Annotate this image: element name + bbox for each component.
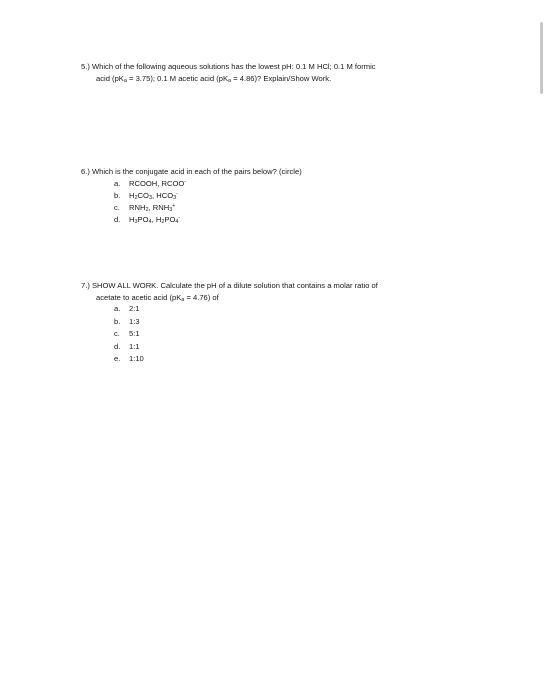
- subscript: 3: [148, 194, 152, 201]
- q5-subscript: a: [123, 77, 127, 84]
- superscript: +: [172, 202, 176, 209]
- option-letter: d.: [114, 215, 121, 225]
- q7-text-segment: = 4.76) of: [184, 292, 219, 302]
- option-letter: c.: [114, 329, 120, 339]
- subscript: 2: [145, 206, 149, 213]
- question-6-options: [81, 178, 481, 227]
- option-text: RNH: [129, 202, 146, 212]
- vertical-scrollbar[interactable]: [538, 0, 546, 700]
- q5-subscript: a: [228, 77, 232, 84]
- superscript: -: [178, 215, 181, 222]
- q5-text-segment: = 4.86)? Explain/Show Work.: [231, 73, 332, 83]
- option-text: CO: [137, 190, 149, 200]
- option-text: 2:1: [129, 304, 140, 313]
- question-6: [81, 166, 481, 226]
- option-7a[interactable]: [81, 303, 481, 316]
- option-6b[interactable]: [81, 190, 481, 202]
- subscript: 3: [173, 194, 177, 201]
- option-7d[interactable]: [81, 341, 481, 354]
- q7-text-segment: acetate to acetic acid (pK: [96, 292, 182, 302]
- option-letter: d.: [114, 341, 121, 351]
- subscript: 2: [161, 219, 165, 226]
- option-letter: b.: [114, 316, 121, 326]
- question-7: [81, 280, 481, 366]
- q5-text-segment: acid (pK: [96, 73, 124, 83]
- option-text: 1:3: [129, 316, 140, 326]
- option-text: H: [129, 190, 135, 200]
- option-text: 5:1: [129, 329, 140, 339]
- question-5: [81, 61, 481, 84]
- option-6a[interactable]: [81, 178, 481, 190]
- option-text: 1:1: [129, 341, 140, 351]
- option-letter: a.: [114, 304, 121, 313]
- option-letter: a.: [114, 178, 121, 188]
- option-text: , HCO: [152, 190, 174, 200]
- option-letter: c.: [114, 202, 120, 212]
- superscript: -: [184, 178, 187, 185]
- option-text: , H: [151, 215, 162, 225]
- question-5-line-2: [81, 73, 481, 85]
- option-7c[interactable]: [81, 328, 481, 341]
- q7-subscript: a: [181, 296, 185, 303]
- subscript: 3: [169, 206, 173, 213]
- option-text: , RNH: [148, 202, 170, 212]
- option-letter: e.: [114, 354, 121, 364]
- option-letter: b.: [114, 190, 121, 200]
- subscript: 2: [134, 194, 138, 201]
- question-7-options: [81, 303, 481, 366]
- superscript: -: [176, 190, 179, 197]
- question-7-line-2: [81, 292, 481, 304]
- subscript: 4: [148, 219, 152, 226]
- option-6c[interactable]: [81, 202, 481, 214]
- question-7-line-1: 7.) SHOW ALL WORK. Calculate the pH of a dilute solution that contains a molar ratio of: [81, 281, 378, 290]
- option-text: H: [129, 215, 135, 225]
- option-text: RCOOH, RCOO: [129, 178, 185, 188]
- option-6d[interactable]: [81, 214, 481, 226]
- option-7b[interactable]: [81, 316, 481, 329]
- option-text: 1:10: [129, 354, 144, 364]
- option-text: PO: [164, 215, 176, 225]
- subscript: 4: [175, 219, 179, 226]
- option-text: PO: [137, 215, 149, 225]
- scrollbar-thumb[interactable]: [540, 22, 543, 94]
- q5-text-segment: = 3.75); 0.1 M acetic acid (pK: [126, 73, 229, 83]
- question-5-line-1: 5.) Which of the following aqueous solutions has the lowest pH: 0.1 M HCl; 0.1 M formic: [81, 62, 376, 71]
- subscript: 3: [134, 219, 138, 226]
- question-6-line-1: 6.) Which is the conjugate acid in each of the pairs below? (circle): [81, 167, 302, 176]
- option-7e[interactable]: [81, 353, 481, 366]
